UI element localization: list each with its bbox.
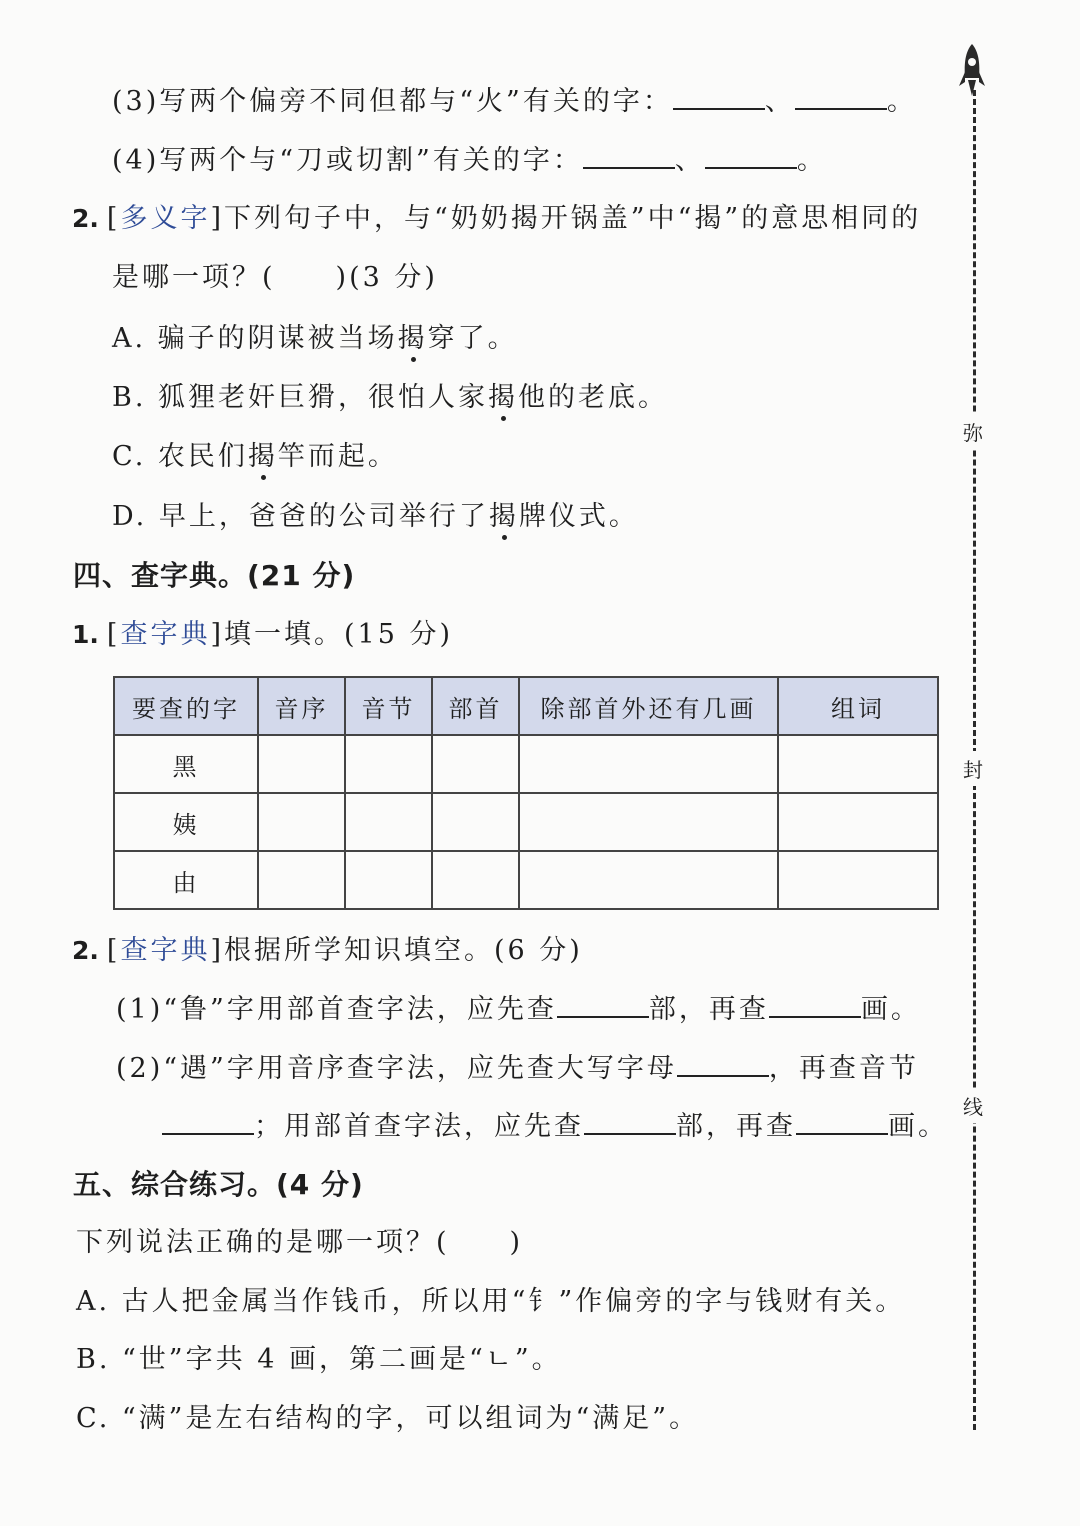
emphasis-char: 揭	[488, 501, 519, 532]
answer-cell[interactable]	[432, 735, 519, 793]
section5-option-b[interactable]: B. “世”字共 4 画，第二画是“ㄴ”。	[76, 1344, 562, 1375]
answer-blank[interactable]	[769, 994, 861, 1018]
answer-blank[interactable]	[583, 145, 675, 169]
answer-blank[interactable]	[796, 1111, 888, 1135]
rocket-icon	[957, 42, 987, 102]
q2-stem-line2: 是哪一项？( )(3 分)	[112, 262, 438, 293]
lookup-char: 姨	[114, 793, 258, 851]
table-header: 部首	[432, 677, 519, 735]
answer-cell[interactable]	[258, 793, 345, 851]
table-header: 音序	[258, 677, 345, 735]
q2-option-c[interactable]: C. 农民们揭竿而起。	[112, 441, 398, 472]
answer-blank[interactable]	[705, 145, 797, 169]
q2-option-b[interactable]: B. 狐狸老奸巨猾，很怕人家揭他的老底。	[112, 382, 669, 413]
answer-blank[interactable]	[795, 86, 887, 110]
seal-char: 弥	[963, 414, 983, 449]
answer-cell[interactable]	[519, 735, 778, 793]
q1-item-4: (4)写两个与“刀或切割”有关的字： 、 。	[112, 145, 827, 176]
section4-q2-item2-line1: (2)“遇”字用音序查字法，应先查大写字母 ，再查音节	[116, 1053, 919, 1084]
answer-cell[interactable]	[345, 735, 432, 793]
answer-blank[interactable]	[557, 994, 649, 1018]
answer-cell[interactable]	[778, 851, 938, 909]
section5-heading: 五、综合练习。(4 分)	[73, 1168, 364, 1201]
q2-option-a[interactable]: A. 骗子的阴谋被当场揭穿了。	[112, 323, 518, 354]
table-header: 除部首外还有几画	[519, 677, 778, 735]
q2-stem-line1: 2. [多义字]下列句子中，与“奶奶揭开锅盖”中“揭”的意思相同的	[72, 203, 922, 234]
section4-q2-item2-line2: ；用部首查字法，应先查 部，再查 画。	[162, 1109, 948, 1145]
answer-cell[interactable]	[258, 735, 345, 793]
q2-option-d[interactable]: D. 早上，爸爸的公司举行了揭牌仪式。	[112, 501, 639, 532]
lookup-char: 由	[114, 851, 258, 909]
answer-cell[interactable]	[258, 851, 345, 909]
section4-q2-item1: (1)“鲁”字用部首查字法，应先查 部，再查 画。	[116, 994, 921, 1025]
answer-cell[interactable]	[345, 851, 432, 909]
table-header: 组词	[778, 677, 938, 735]
category-tag: 查字典	[120, 619, 211, 650]
category-tag: 多义字	[120, 203, 211, 234]
category-tag: 查字典	[120, 935, 211, 966]
section4-q2-stem: 2. [查字典]根据所学知识填空。(6 分)	[72, 935, 583, 966]
answer-cell[interactable]	[432, 793, 519, 851]
answer-cell[interactable]	[345, 793, 432, 851]
section4-heading: 四、查字典。(21 分)	[73, 559, 356, 592]
table-header: 音节	[345, 677, 432, 735]
answer-cell[interactable]	[778, 793, 938, 851]
table-row	[114, 851, 938, 909]
section5-stem: 下列说法正确的是哪一项？( )	[76, 1227, 524, 1258]
answer-cell[interactable]	[778, 735, 938, 793]
table-header-row	[114, 677, 938, 735]
dictionary-table	[113, 676, 939, 910]
lookup-char: 黑	[114, 735, 258, 793]
table-row	[114, 735, 938, 793]
section5-option-a[interactable]: A. 古人把金属当作钱币，所以用“钅”作偏旁的字与钱财有关。	[76, 1286, 906, 1317]
seal-char: 线	[963, 1088, 983, 1123]
section5-option-c[interactable]: C. “满”是左右结构的字，可以组词为“满足”。	[76, 1403, 700, 1434]
emphasis-char: 揭	[488, 382, 519, 413]
answer-blank[interactable]	[677, 1053, 769, 1077]
table-row	[114, 793, 938, 851]
answer-cell[interactable]	[519, 851, 778, 909]
section4-q1-stem: 1. [查字典]填一填。(15 分)	[72, 619, 454, 650]
answer-blank[interactable]	[162, 1111, 254, 1135]
answer-blank[interactable]	[584, 1111, 676, 1135]
emphasis-char: 揭	[397, 323, 428, 354]
table-header: 要查的字	[114, 677, 258, 735]
answer-cell[interactable]	[432, 851, 519, 909]
answer-blank[interactable]	[673, 86, 765, 110]
seal-char: 封	[963, 751, 983, 786]
emphasis-char: 揭	[247, 441, 278, 472]
answer-cell[interactable]	[519, 793, 778, 851]
q1-item-3: (3)写两个偏旁不同但都与“火”有关的字： 、 。	[112, 86, 917, 117]
